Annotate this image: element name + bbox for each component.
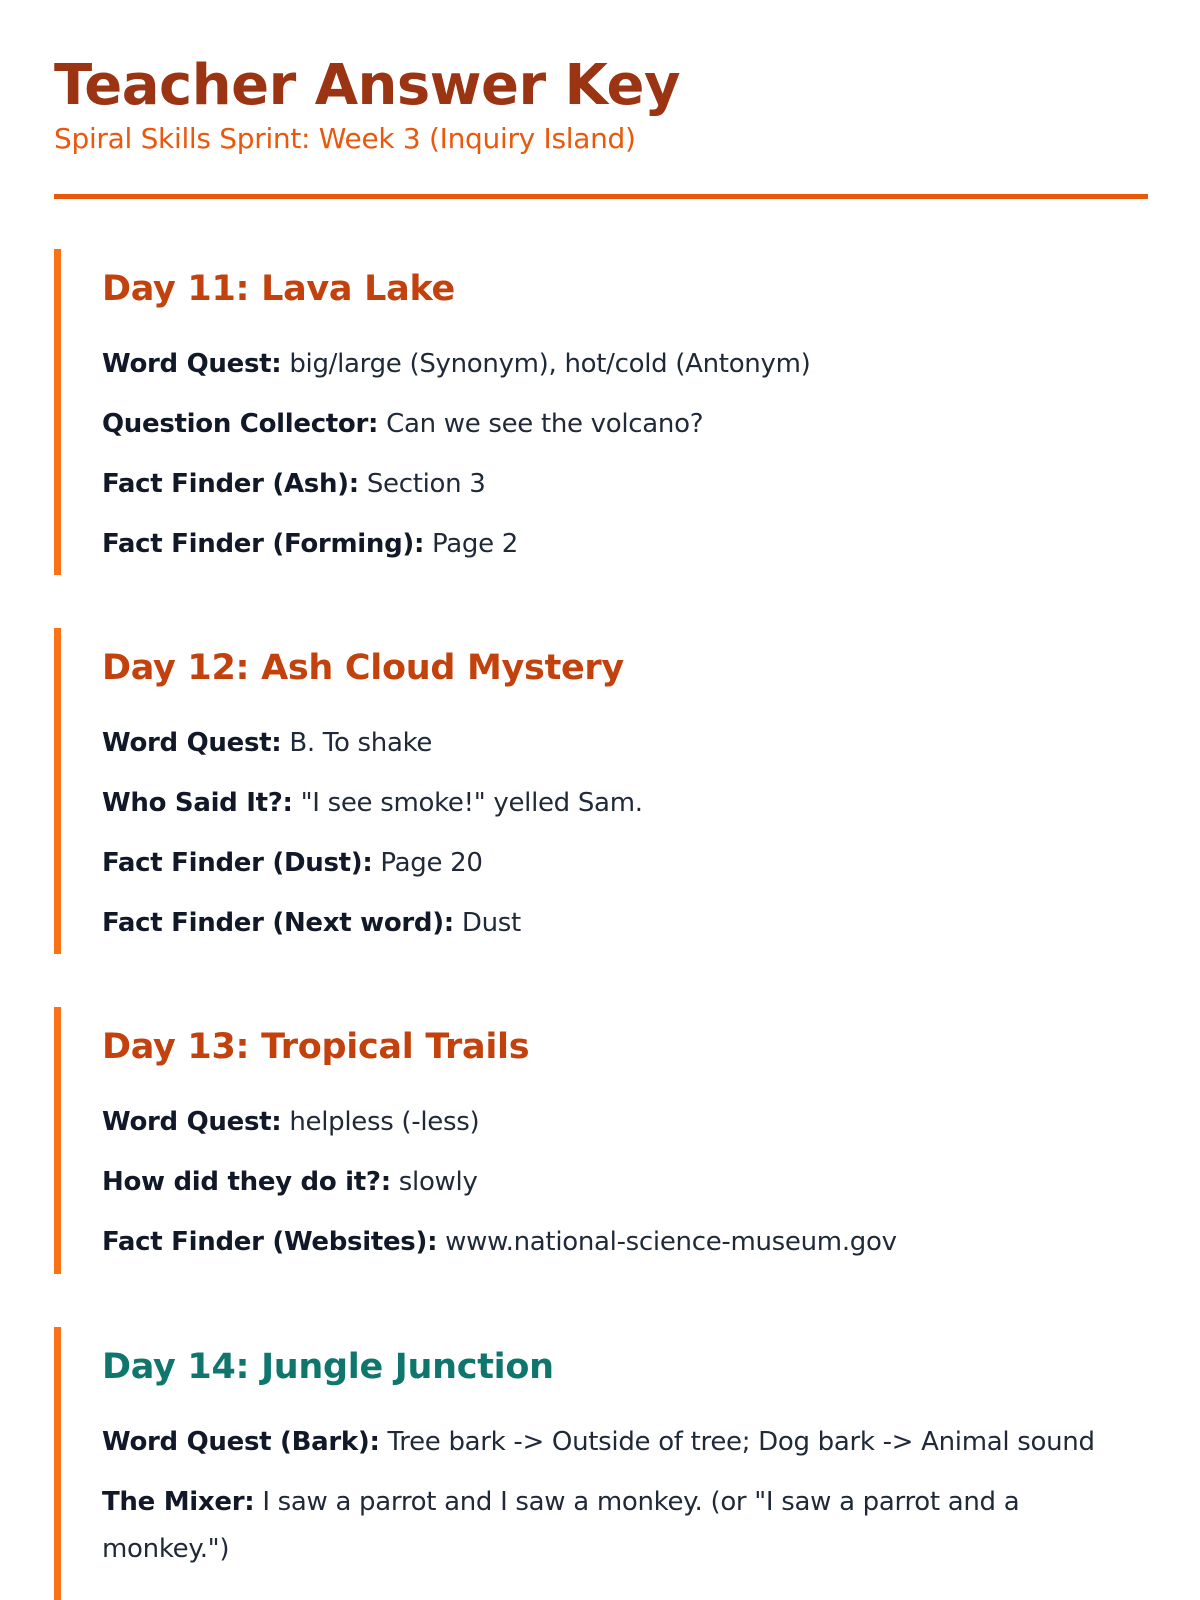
- header-divider: [54, 194, 1148, 199]
- answer-item: [102, 1479, 1142, 1573]
- answer-key-page: [54, 0, 1148, 1600]
- answer-value: Section 3: [366, 469, 486, 499]
- answer-list: [102, 720, 1142, 960]
- answer-value: Tree bark -> Outside of tree; Dog bark -> Animal sound: [387, 1427, 1095, 1457]
- page-subtitle: Spiral Skills Sprint: Week 3 (Inquiry Island): [54, 122, 636, 155]
- day-13-section: [54, 1007, 1148, 1274]
- answer-label: Word Quest:: [102, 1107, 282, 1137]
- answer-value: helpless (-less): [289, 1107, 480, 1137]
- answer-item: [102, 341, 1142, 401]
- answer-list: [102, 1099, 1142, 1279]
- answer-list: [102, 1419, 1142, 1573]
- answer-item: [102, 1159, 1142, 1219]
- answer-item: [102, 1219, 1142, 1279]
- answer-item: [102, 900, 1142, 960]
- answer-item: [102, 521, 1142, 581]
- section-accent-bar: [54, 249, 61, 575]
- answer-value: Can we see the volcano?: [386, 409, 704, 439]
- answer-label: Word Quest:: [102, 728, 282, 758]
- answer-label: Word Quest:: [102, 349, 282, 379]
- answer-value: www.national-science-museum.gov: [445, 1227, 897, 1257]
- document-header: [54, 52, 1148, 158]
- answer-value: big/large (Synonym), hot/cold (Antonym): [289, 349, 811, 379]
- answer-label: Fact Finder (Websites):: [102, 1227, 438, 1257]
- day-heading: Day 11: Lava Lake: [102, 269, 455, 309]
- section-accent-bar: [54, 1007, 61, 1274]
- answer-label: Fact Finder (Next word):: [102, 908, 454, 938]
- answer-label: The Mixer:: [102, 1487, 255, 1517]
- section-accent-bar: [54, 628, 61, 954]
- answer-item: [102, 1419, 1142, 1479]
- day-11-section: [54, 249, 1148, 575]
- day-14-section: [54, 1327, 1148, 1600]
- answer-label: Word Quest (Bark):: [102, 1427, 380, 1457]
- answer-item: [102, 780, 1142, 840]
- day-heading: Day 12: Ash Cloud Mystery: [102, 648, 624, 688]
- answer-value: Page 2: [432, 529, 518, 559]
- answer-value: "I see smoke!" yelled Sam.: [300, 788, 643, 818]
- answer-value: Dust: [461, 908, 521, 938]
- answer-value: slowly: [398, 1167, 478, 1197]
- answer-item: [102, 401, 1142, 461]
- section-accent-bar: [54, 1327, 61, 1600]
- answer-value: I saw a parrot and I saw a monkey. (or "I saw a parrot and a monkey."): [102, 1487, 1020, 1564]
- answer-value: B. To shake: [289, 728, 433, 758]
- answer-label: How did they do it?:: [102, 1167, 391, 1197]
- day-12-section: [54, 628, 1148, 954]
- answer-item: [102, 1099, 1142, 1159]
- answer-value: Page 20: [380, 848, 483, 878]
- answer-label: Who Said It?:: [102, 788, 293, 818]
- answer-label: Question Collector:: [102, 409, 379, 439]
- answer-label: Fact Finder (Ash):: [102, 469, 359, 499]
- answer-item: [102, 840, 1142, 900]
- answer-label: Fact Finder (Dust):: [102, 848, 373, 878]
- answer-list: [102, 341, 1142, 581]
- page-title: Teacher Answer Key: [54, 53, 680, 118]
- day-heading: Day 13: Tropical Trails: [102, 1027, 530, 1067]
- answer-label: Fact Finder (Forming):: [102, 529, 425, 559]
- day-heading: Day 14: Jungle Junction: [102, 1347, 554, 1387]
- answer-item: [102, 461, 1142, 521]
- answer-item: [102, 720, 1142, 780]
